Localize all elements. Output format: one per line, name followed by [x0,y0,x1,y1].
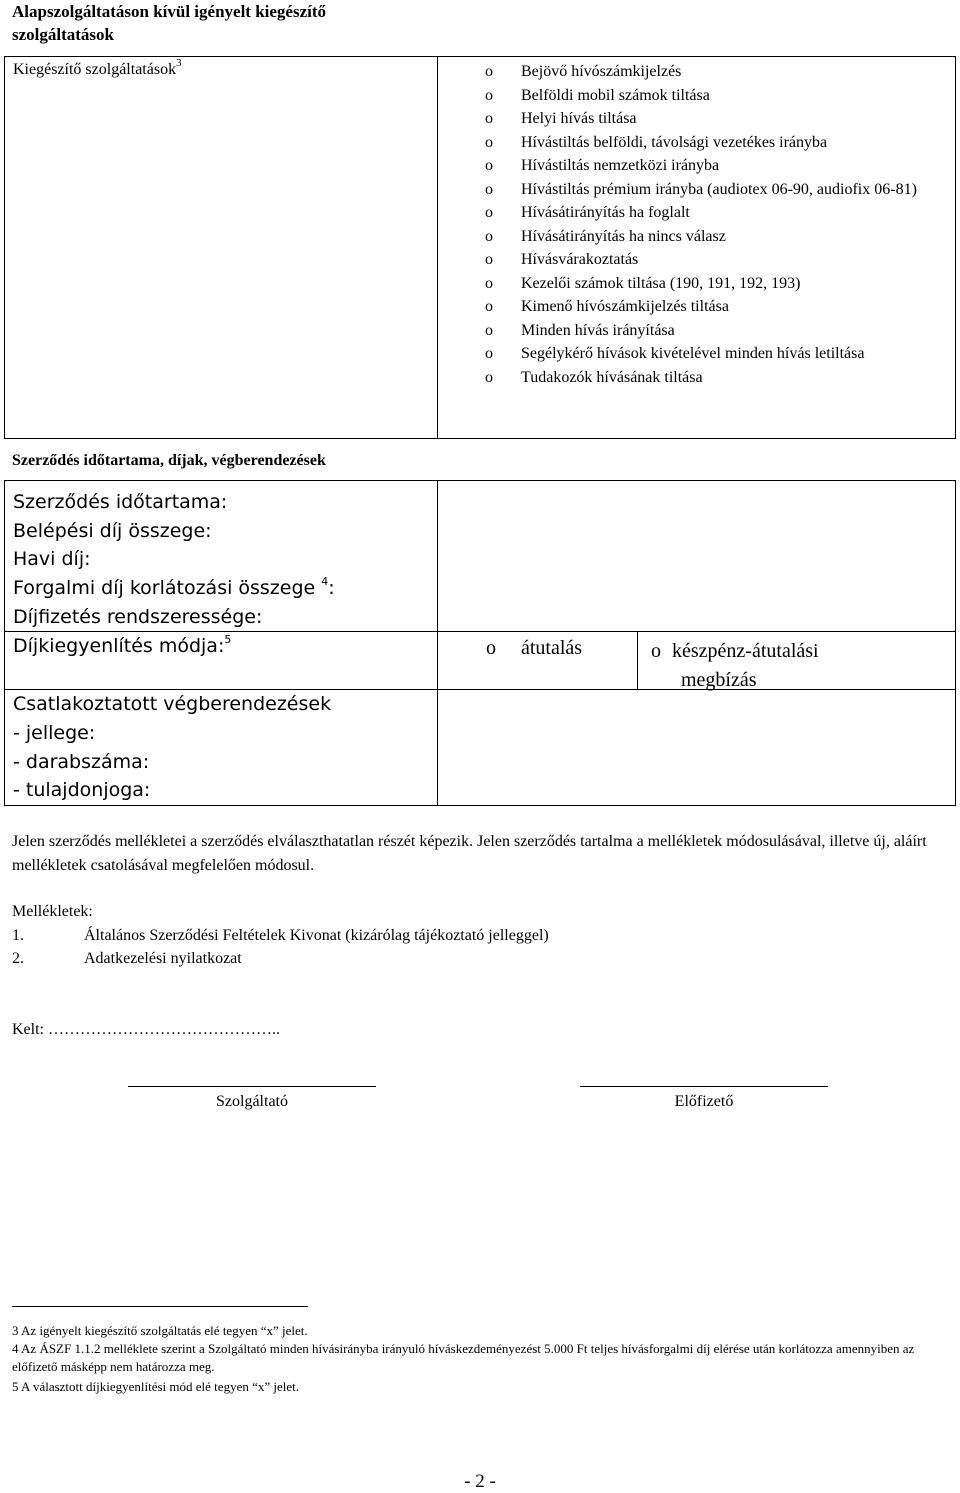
signature-line-provider [128,1086,376,1087]
option-bullet: o [485,133,493,151]
service-item: o Hívásvárakoztatás [473,248,951,272]
option-bullet: o [485,251,493,268]
table-divider [637,631,638,689]
devices-type-label: - jellege: [13,722,96,744]
service-item: o Kimenő hívószámkijelzés tiltása [473,295,951,319]
service-item: o Hívásátirányítás ha foglalt [473,201,951,225]
signature-label-provider: Szolgáltató [216,1093,288,1110]
attachment-item: 2. Adatkezelési nyilatkozat [12,950,242,967]
duration-label: Szerződés időtartama: [13,491,228,513]
option-bullet: o [485,157,493,174]
service-item: o Bejövő hívószámkijelzés [473,60,951,84]
option-bullet: o [485,110,493,127]
option-bullet: o [485,345,493,362]
option-bullet: o [485,274,493,292]
service-item: o Belföldi mobil számok tiltása [473,84,951,108]
services-list [473,60,951,389]
table-divider [5,631,955,632]
footnote-ref-4: 4 [321,574,329,588]
payment-frequency-label: Díjfizetés rendszeressége: [13,606,263,628]
section-title-contract: Szerződés időtartama, díjak, végberendezések [12,452,326,469]
service-item: o Hívástiltás nemzetközi irányba [473,154,951,178]
option-bullet: o [485,298,493,315]
option-bullet: o [485,180,493,198]
option-bullet: o [651,640,661,662]
service-item: o Hívástiltás belföldi, távolsági vezetékes irányba [473,131,951,155]
devices-label: Csatlakoztatott végberendezések [13,693,332,715]
signature-label-subscriber: Előfizető [674,1093,734,1110]
payment-option-cash[interactable]: o készpénz-átutalási megbízás [651,640,819,691]
footnote-separator [12,1306,308,1307]
payment-option-transfer[interactable]: o átutalás [486,637,583,659]
service-item: o Helyi hívás tiltása [473,107,951,131]
service-item: o Minden hívás irányítása [473,319,951,343]
entry-fee-label: Belépési díj összege: [13,520,212,542]
devices-count-label: - darabszáma: [13,751,150,773]
option-bullet: o [485,204,493,221]
option-bullet: o [486,637,496,659]
option-bullet: o [485,63,493,80]
option-bullet: o [485,321,493,339]
monthly-fee-label: Havi díj: [13,548,91,570]
service-item: o Segélykérő hívások kivételével minden hívás letiltása [473,342,951,366]
footnote-ref-5: 5 [224,632,232,646]
service-item: o Kezelői számok tiltása (190, 191, 192, 193) [473,272,951,296]
page-number: - 2 - [464,1471,496,1492]
table-divider [437,57,438,438]
footnote-ref-3: 3 [176,56,182,69]
service-item: o Tudakozók hívásának tiltása [473,366,951,390]
date-place-field: Kelt: …………………………………….. [12,1021,280,1038]
payment-method-label: Díjkiegyenlítés módja:$^5$ [13,632,232,657]
signature-line-subscriber [580,1086,828,1087]
services-label: Kiegészítő szolgáltatások$^3$ [13,56,182,78]
option-bullet: o [485,368,493,386]
footnote-4: 4 Az ÁSZF 1.1.2 melléklete szerint a Szolgáltató minden hívásirányba irányuló híváskezdeményezést 5.000 Ft teljes hívásforgalmi díj elérése után korlátozza amennyiben az előfizető másképp nem határozza meg. [12,1341,915,1374]
attachments-paragraph: Jelen szerződés mellékletei a szerződés elválaszthatatlan részét képezik. Jelen szerződés tartalma a mellékletek módosulásával, illetve új, aláírt mellékletek csatolásával megfelelően módosul. [12,833,927,874]
option-bullet: o [485,86,493,104]
contract-table [4,480,956,806]
attachment-item: 1. Általános Szerződési Feltételek Kivonat (kizárólag tájékoztató jelleggel) [12,927,549,944]
traffic-limit-label: Forgalmi díj korlátozási összege $^4$: [13,574,335,599]
footnote-5: 5 A választott díjkiegyenlítési mód elé tegyen “x” jelet. [12,1379,300,1394]
footnote-3: 3 Az igényelt kiegészítő szolgáltatás elé tegyen “x” jelet. [12,1323,308,1338]
option-bullet: o [485,227,493,245]
services-table [4,56,956,439]
section-title-services: Alapszolgáltatáson kívül igényelt kiegészítő szolgáltatások [12,2,327,44]
table-divider [437,481,438,805]
service-item: o Hívásátirányítás ha nincs válasz [473,225,951,249]
devices-owner-label: - tulajdonjoga: [13,779,151,801]
service-item: o Hívástiltás prémium irányba (audiotex 06-90, audiofix 06-81) [473,178,951,202]
attachments-title: Mellékletek: [12,903,93,920]
